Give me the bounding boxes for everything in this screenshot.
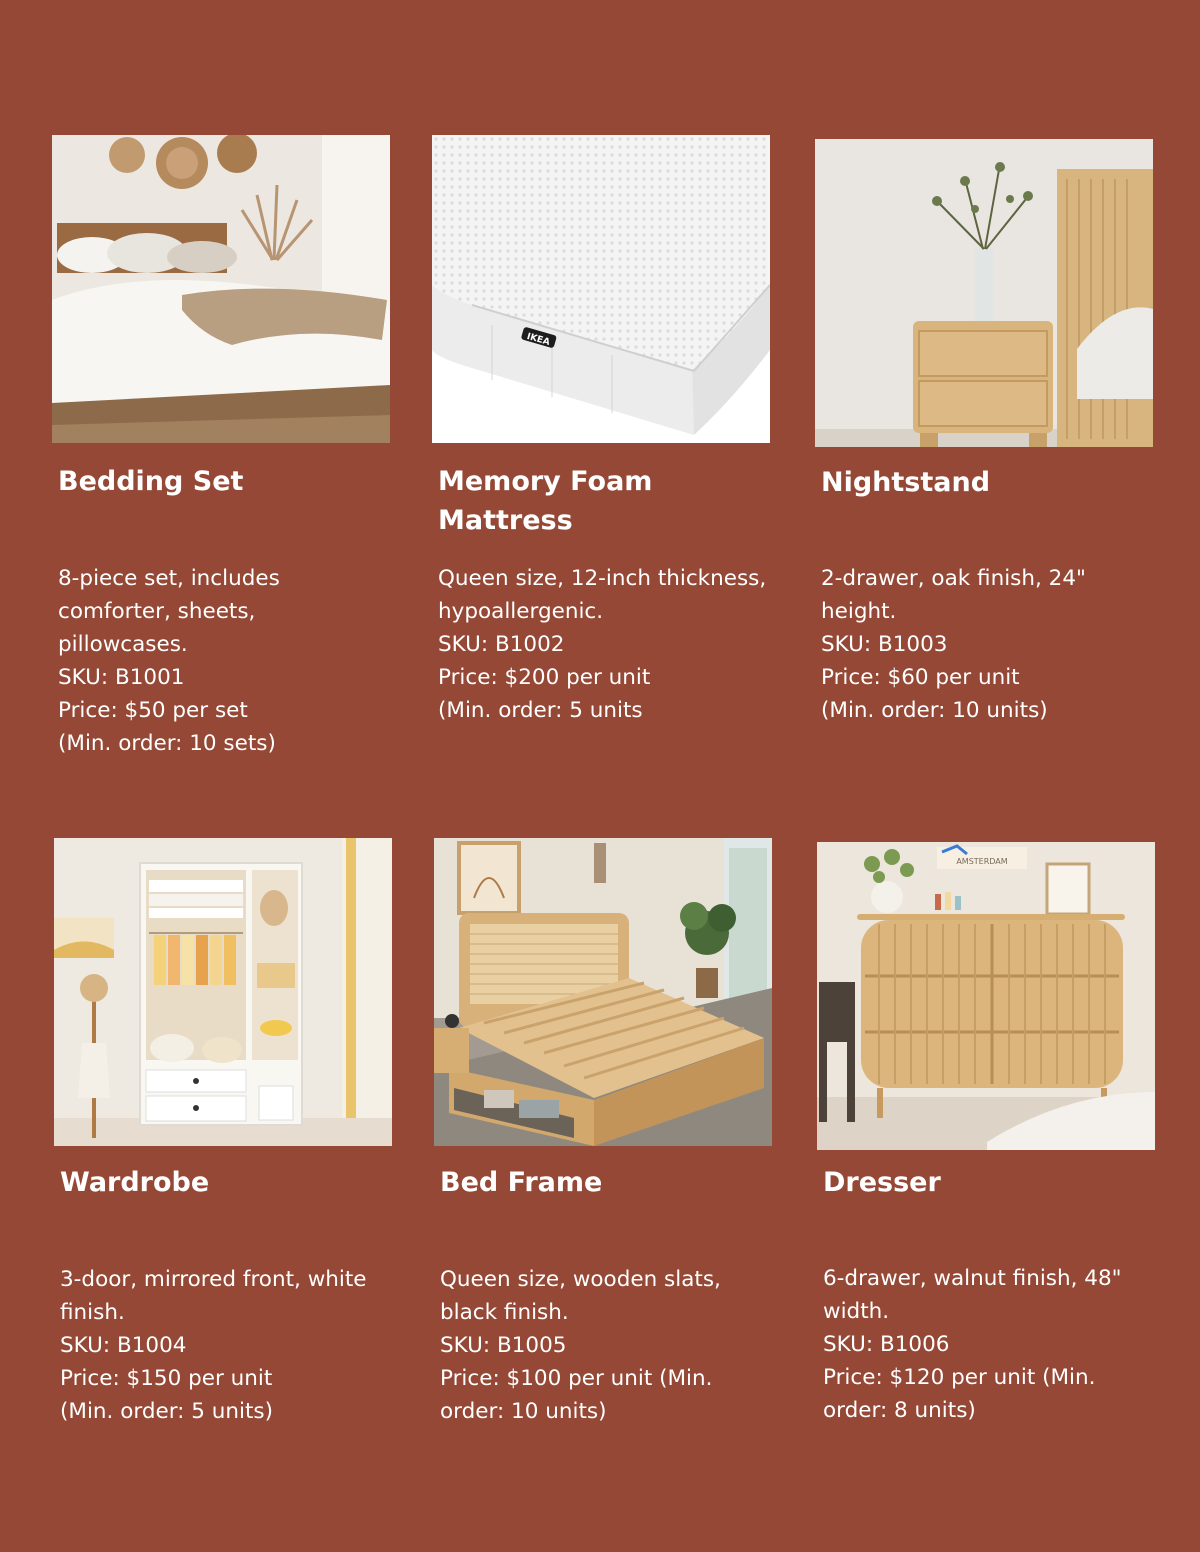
product-details: [58, 562, 388, 760]
product-title: Bed Frame: [440, 1167, 603, 1198]
product-details: [821, 562, 1151, 727]
poster-text: AMSTERDAM: [956, 857, 1008, 866]
product-sku: SKU: B1004: [60, 1333, 187, 1358]
product-sku: SKU: B1001: [58, 665, 185, 690]
product-title: Bedding Set: [58, 466, 244, 497]
product-title: Memory Foam Mattress: [438, 466, 653, 536]
product-price: Price: $150 per unit: [60, 1366, 273, 1391]
product-title: Nightstand: [821, 467, 991, 498]
product-title: Dresser: [823, 1167, 941, 1198]
bed-frame-photo: [434, 838, 772, 1146]
product-details: [440, 1263, 770, 1428]
product-price-line: Price: $100 per unit (Min. order: 10 units): [440, 1366, 713, 1424]
product-description: Queen size, 12-inch thickness, hypoallergenic.: [438, 566, 767, 624]
product-description: 6-drawer, walnut finish, 48" width.: [823, 1266, 1122, 1324]
product-sku: SKU: B1006: [823, 1332, 950, 1357]
nightstand-photo: [815, 139, 1153, 447]
product-min-order: (Min. order: 5 units): [60, 1399, 273, 1424]
product-sku: SKU: B1002: [438, 632, 565, 657]
product-min-order: (Min. order: 10 units): [821, 698, 1048, 723]
product-description: 3-door, mirrored front, white finish.: [60, 1267, 367, 1325]
product-description: 8-piece set, includes comforter, sheets, pillowcases.: [58, 566, 280, 657]
wardrobe-photo: [54, 838, 392, 1146]
product-price: Price: $50 per set: [58, 698, 248, 723]
product-details: [823, 1262, 1153, 1427]
dresser-photo: [817, 842, 1155, 1150]
product-price-line: Price: $120 per unit (Min. order: 8 units): [823, 1365, 1096, 1423]
product-sku: SKU: B1003: [821, 632, 948, 657]
product-details: [60, 1263, 390, 1428]
product-details: [438, 562, 768, 727]
brand-tag: IKEA: [525, 331, 551, 348]
bedding-set-photo: [52, 135, 390, 443]
product-title: Wardrobe: [60, 1167, 210, 1198]
product-min-order: (Min. order: 10 sets): [58, 731, 276, 756]
product-sku: SKU: B1005: [440, 1333, 567, 1358]
product-description: 2-drawer, oak finish, 24" height.: [821, 566, 1086, 624]
product-min-order: (Min. order: 5 units: [438, 698, 643, 723]
product-price: Price: $60 per unit: [821, 665, 1020, 690]
product-price: Price: $200 per unit: [438, 665, 651, 690]
memory-foam-mattress-photo: [432, 135, 770, 443]
product-description: Queen size, wooden slats, black finish.: [440, 1267, 721, 1325]
